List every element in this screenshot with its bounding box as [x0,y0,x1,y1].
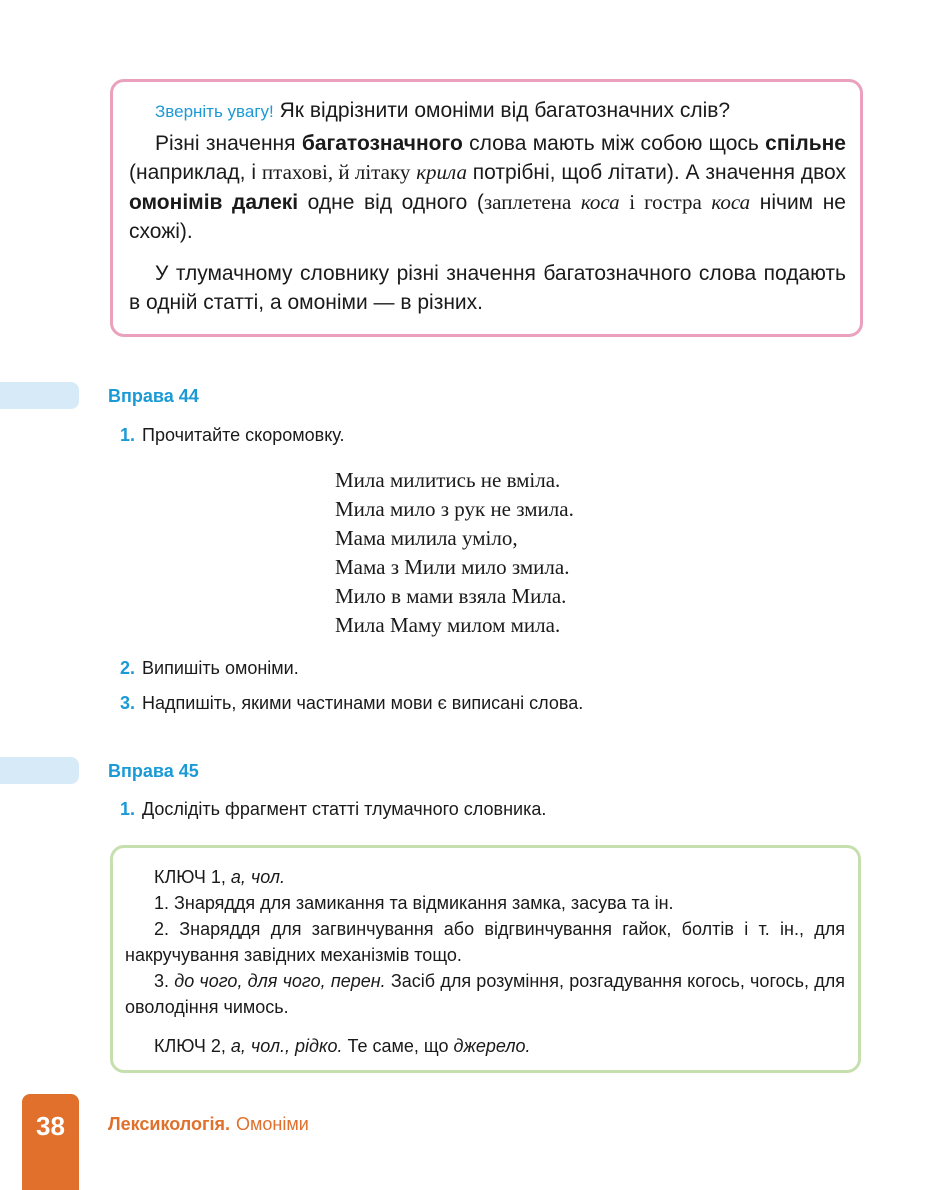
exercise-44-title: Вправа 44 [108,386,199,406]
notice-question: Як відрізнити омоніми від багатозначних слів? [279,99,731,122]
step-text: Прочитайте скоромовку. [142,425,345,445]
headword: КЛЮЧ 1, [154,867,226,887]
step-number: 2. [120,658,136,678]
step-text: Дослідіть фрагмент статті тлумачного словника. [142,799,547,819]
text-run: одне від одного ( [298,190,484,214]
poem-line: Мило в мами взяла Мила. [335,584,567,608]
exercise-44-tab [0,382,79,409]
step-number: 1. [120,799,136,819]
serif-example: і гостра [629,189,702,214]
definition-text: Засіб для розуміння, розгадування когось, чогось, для оволодіння чимось. [125,971,845,1017]
poem-line: Мила Маму милом мила. [335,613,561,637]
exercise-45-tab [0,757,79,784]
poem-line: Мила милитись не вміла. [335,468,561,492]
exercise-44-step-1 [120,423,345,447]
text-run: Різні значення [155,131,302,155]
dictionary-entry-box [110,845,861,1073]
bold-term: багатозначного [301,131,463,155]
topic-name: Омоніми [236,1114,309,1134]
example-word: коса [580,189,620,214]
tongue-twister-poem [335,466,574,640]
poem-line: Мама з Мили мило змила. [335,555,570,579]
bold-term: спільне [765,131,846,155]
exercise-45-step-1 [120,797,546,821]
section-name: Лексикологія. [108,1114,231,1134]
sense-3 [125,968,845,1020]
example-word: коса [711,189,751,214]
step-text: Випишіть омоніми. [142,658,299,678]
step-number: 1. [120,425,136,445]
step-number: 3. [120,693,136,713]
text-run [571,191,581,214]
notice-box [110,79,863,337]
entry-2 [125,1033,845,1059]
serif-example: заплетена [483,189,572,214]
attention-label: Зверніть увагу! [155,102,274,121]
text-run [702,191,712,214]
bold-term: омонімів далекі [129,190,299,214]
exercise-44-step-2 [120,656,299,680]
text-run: (наприклад, і [129,161,262,184]
entry-1-heading [125,864,845,890]
poem-line: Мама милила уміло, [335,526,518,550]
exercise-44-step-3 [120,691,583,715]
text-run: слова мають між собою щось [462,131,766,155]
sense-1: 1. Знаряддя для замикання та відмикання замка, засува та ін. [154,893,674,913]
text-run: нічим не схожі). [129,190,846,243]
definition-text: Те саме, що [347,1036,449,1056]
usage-note: до чого, для чого, перен. [174,971,386,991]
exercise-45-title: Вправа 45 [108,761,199,781]
sense-number: 3. [154,971,170,991]
grammar-note: а, чол., рідко. [230,1036,343,1056]
step-text: Надпишіть, якими частинами мови є виписані слова. [142,693,584,713]
running-footer [108,1114,309,1135]
headword: КЛЮЧ 2, [154,1036,226,1056]
reference-word: джерело. [453,1036,531,1056]
text-run: потрібні, щоб літати). А значення двох [466,161,846,184]
notice-paragraph-2: У тлумачному словнику різні значення багатозначного слова подають в одній статті, а омоніми — в різних. [129,261,846,314]
text-run [620,191,630,214]
notice-lead [129,96,846,127]
page-number: 38 [22,1094,79,1190]
example-word: крила [416,160,467,184]
sense-2: 2. Знаряддя для загвинчування або відгвинчування гайок, болтів і т. ін., для накручування завідних механізмів тощо. [125,919,845,965]
serif-example: птахові, й літаку [261,160,411,184]
poem-line: Мила мило з рук не змила. [335,497,574,521]
notice-paragraph-1 [129,129,846,247]
grammar-note: а, чол. [230,867,286,887]
